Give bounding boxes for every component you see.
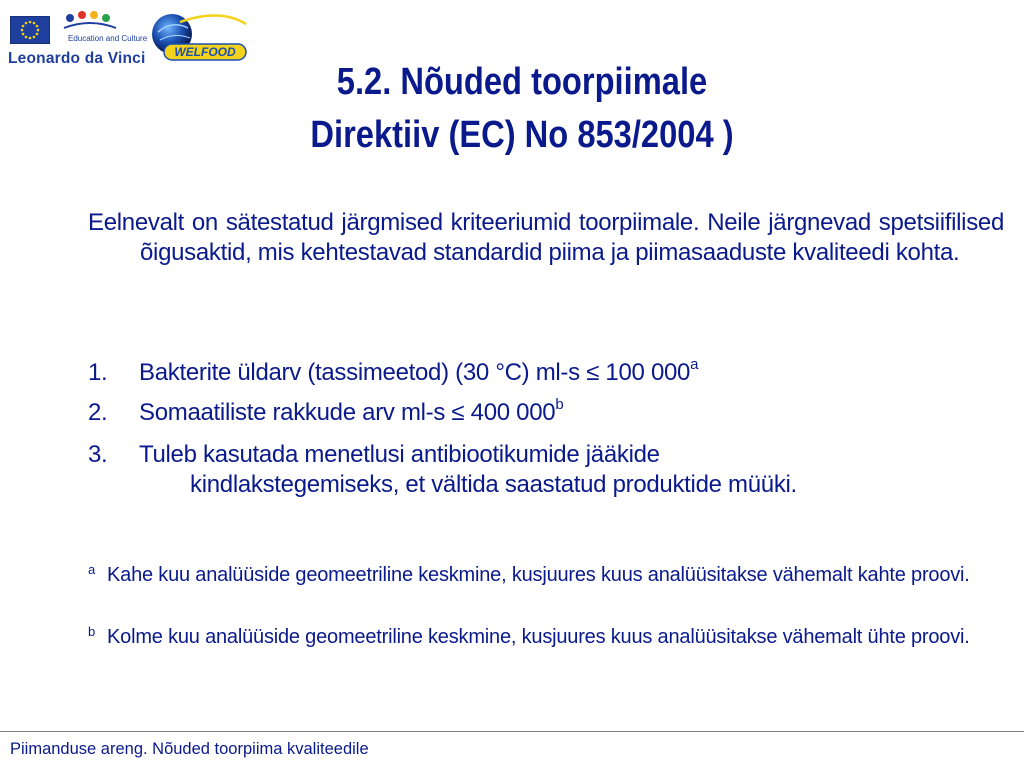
- welfood-logo-text: WELFOOD: [174, 45, 236, 59]
- list-item-text-continuation: kindlakstegemiseks, et vältida saastatud produktide müüki.: [190, 471, 797, 498]
- intro-paragraph: Eelnevalt on sätestatud järgmised kriteeriumid toorpiimale. Neile järgnevad spetsiifilised õigusaktid, mis kehtestavad standardid piima ja piimasaaduste kvaliteedi kohta.: [88, 209, 1004, 266]
- footnote-text: Kahe kuu analüüside geomeetriline keskmine, kusjuures kuus analüüsitakse vähemalt kahte proovi.: [107, 564, 970, 586]
- footnote-ref: b: [555, 396, 564, 413]
- slide-title: [0, 56, 1024, 162]
- list-item: [88, 358, 968, 388]
- list-item: [88, 440, 968, 500]
- list-item: [88, 398, 968, 428]
- footnote-ref: a: [690, 356, 699, 373]
- footnote-mark: a: [88, 562, 96, 577]
- footnote-mark: b: [88, 624, 96, 639]
- list-item-number: 1.: [88, 359, 108, 386]
- list-item-number: 2.: [88, 399, 108, 426]
- footnote-b: [88, 625, 1004, 651]
- eu-flag-icon: [10, 16, 50, 44]
- education-culture-text: Education and Culture: [68, 34, 148, 43]
- list-item-text: Somaatiliste rakkude arv ml-s ≤ 400 000: [139, 399, 556, 426]
- education-culture-mark-icon: [60, 10, 120, 32]
- list-item-number: 3.: [88, 441, 108, 468]
- title-line-2: Direktiiv (EC) No 853/2004 ): [310, 114, 734, 156]
- leonardo-da-vinci-text: Leonardo da Vinci: [8, 50, 146, 67]
- footnote-text: Kolme kuu analüüside geomeetriline keskmine, kusjuures kuus analüüsitakse vähemalt ühte proovi.: [107, 626, 970, 648]
- footer-text: Piimanduse areng. Nõuded toorpiima kvaliteedile: [10, 740, 369, 758]
- title-line-1: 5.2. Nõuded toorpiimale: [336, 61, 708, 103]
- footer-divider: [0, 731, 1024, 732]
- list-item-text: Tuleb kasutada menetlusi antibiootikumide jääkide: [139, 441, 660, 468]
- footnote-a: [88, 563, 1004, 589]
- list-item-text: Bakterite üldarv (tassimeetod) (30 °C) ml-s ≤ 100 000: [139, 359, 691, 386]
